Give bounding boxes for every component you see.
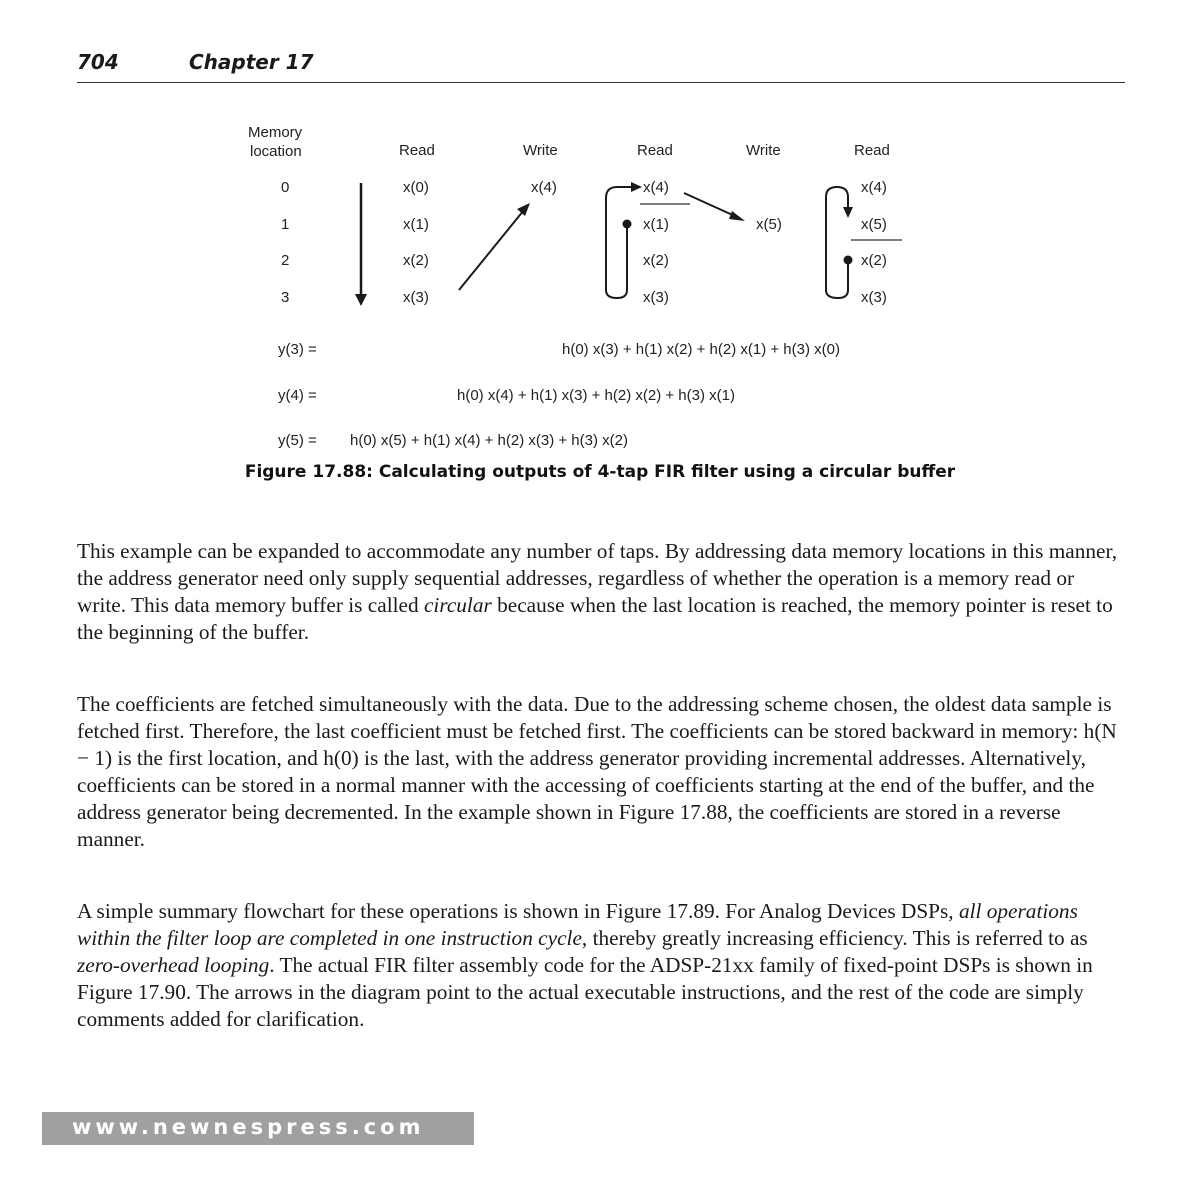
location-label: location	[250, 143, 302, 160]
paragraph-3-text-a: A simple summary flowchart for these operations is shown in Figure 17.89. For Analog Devices DSPs,	[77, 899, 959, 923]
equation-y4-lhs: y(4) =	[278, 387, 317, 404]
paragraph-3	[77, 898, 1125, 1033]
circular-loop-icon-1	[606, 182, 690, 298]
equation-y5-rhs: h(0) x(5) + h(1) x(4) + h(2) x(3) + h(3) x(2)	[350, 432, 628, 449]
circular-loop-icon-2	[826, 187, 902, 298]
cell-read1-1: x(1)	[403, 216, 429, 233]
paragraph-3-text-b: , thereby greatly increasing efficiency. This is referred to as	[581, 926, 1088, 950]
paragraph-1	[77, 538, 1125, 646]
chapter-title: Chapter 17	[189, 50, 314, 74]
equation-y3-lhs: y(3) =	[278, 341, 317, 358]
figure-circular-buffer	[0, 0, 1200, 500]
paragraph-3-emphasis-1: all operations within the filter loop are completed in one instruction cycle	[77, 899, 1078, 950]
paragraph-2-text: The coefficients are fetched simultaneously with the data. Due to the addressing scheme chosen, the oldest data sample is fetched first. Therefore, the last coefficient must be fetched first. The coefficients can be stored backward in memory: h(N − 1) is the first location, and h(0) is the last, with the address generator providing incremental addresses. Alternatively, coefficients can be stored in a normal manner with the accessing of coefficients starting at the end of the buffer, and the address generator being decremented. In the example shown in Figure 17.88, the coefficients are stored in a reverse manner.	[77, 692, 1117, 851]
cell-read1-0: x(0)	[403, 179, 429, 196]
figure-caption: Figure 17.88: Calculating outputs of 4-tap FIR filter using a circular buffer	[244, 462, 956, 482]
cell-read2-2: x(2)	[643, 252, 669, 269]
cell-write2-1: x(5)	[756, 216, 782, 233]
write-arrow-icon	[459, 203, 530, 290]
footer-banner	[42, 1112, 474, 1145]
publisher-url[interactable]: www.newnespress.com	[72, 1115, 425, 1139]
location-2: 2	[281, 252, 290, 269]
paragraph-1-emphasis: circular	[423, 593, 492, 617]
write-arrow-icon-2	[684, 193, 745, 221]
cell-write1-0: x(4)	[531, 179, 557, 196]
equation-y5-lhs: y(5) =	[278, 432, 317, 449]
cell-read3-1: x(5)	[861, 216, 887, 233]
location-0: 0	[281, 179, 290, 196]
cell-read1-2: x(2)	[403, 252, 429, 269]
paragraph-1-text-a: This example can be expanded to accommodate any number of taps. By addressing data memory locations in this manner, the address generator need only supply sequential addresses, regardless of whether the operation is a memory read or write. This data memory buffer is called	[77, 539, 1118, 617]
paragraph-1-text-b: because when the last location is reached, the memory pointer is reset to the beginning of the buffer.	[77, 593, 1113, 644]
cell-read2-3: x(3)	[643, 289, 669, 306]
page-number: 704	[77, 50, 119, 74]
memory-label: Memory	[248, 124, 303, 141]
read-sequence-arrow-icon	[355, 183, 367, 306]
cell-read2-0: x(4)	[643, 179, 669, 196]
equation-y4-rhs: h(0) x(4) + h(1) x(3) + h(2) x(2) + h(3) x(1)	[457, 387, 735, 404]
paragraph-3-emphasis-2: zero-overhead looping	[77, 953, 270, 977]
diagram-arrows	[0, 0, 1200, 500]
location-3: 3	[281, 289, 290, 306]
paragraph-2	[77, 691, 1125, 853]
cell-read3-2: x(2)	[861, 252, 887, 269]
column-header-read-1: Read	[399, 142, 435, 159]
cell-read3-3: x(3)	[861, 289, 887, 306]
column-header-read-3: Read	[854, 142, 890, 159]
cell-read2-1: x(1)	[643, 216, 669, 233]
column-header-write-2: Write	[746, 142, 781, 159]
cell-read3-0: x(4)	[861, 179, 887, 196]
paragraph-3-text-c: . The actual FIR filter assembly code for the ADSP-21xx family of fixed-point DSPs is shown in Figure 17.90. The arrows in the diagram point to the actual executable instructions, and the rest of the code are simply comments added for clarification.	[77, 953, 1093, 1031]
cell-read1-3: x(3)	[403, 289, 429, 306]
location-1: 1	[281, 216, 290, 233]
equation-y3-rhs: h(0) x(3) + h(1) x(2) + h(2) x(1) + h(3) x(0)	[562, 341, 840, 358]
column-header-write-1: Write	[523, 142, 558, 159]
column-header-read-2: Read	[637, 142, 673, 159]
